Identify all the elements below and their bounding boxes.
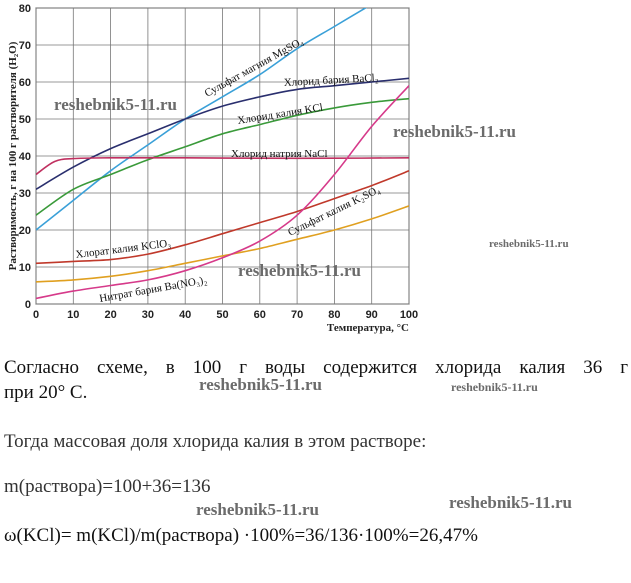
x-tick-label: 30 [141, 309, 155, 321]
label-nacl: Хлорид натрия NaCl [231, 148, 328, 160]
y-tick-label: 10 [18, 262, 31, 274]
paragraph-1-line-1: Согласно схеме, в 100 г воды содержится хлорида калия 36 г [4, 357, 628, 378]
label-kclo3: Хлорат калия KClO₃ [74, 237, 172, 261]
watermark-1: reshebnik5-11.ru [54, 95, 177, 114]
watermark-8: reshebnik5-11.ru [449, 493, 572, 512]
x-tick-label: 60 [253, 309, 266, 321]
paragraph-1-line-2: при 20° С. [4, 382, 88, 403]
label-bacl2: Хлорид бария BaCl₂ [283, 72, 379, 89]
x-tick-label: 0 [32, 309, 40, 321]
paragraph-2: Тогда массовая доля хлорида калия в этом растворе: [4, 431, 427, 452]
label-k2so4: Сульфат калия K₂SO₄ [286, 183, 382, 239]
watermark-2: reshebnik5-11.ru [393, 122, 516, 141]
x-tick-label: 50 [216, 309, 229, 321]
x-tick-label: 40 [179, 309, 192, 321]
x-tick-label: 100 [399, 309, 419, 321]
y-tick-label: 70 [18, 40, 31, 52]
watermark-4: reshebnik5-11.ru [238, 261, 361, 280]
label-kcl: Хлорид калия KCl [236, 101, 324, 127]
watermark-6: reshebnik5-11.ru [451, 380, 538, 394]
x-tick-label: 10 [67, 309, 80, 321]
x-tick-labels [33, 309, 418, 321]
y-tick-label: 50 [18, 114, 31, 126]
y-tick-label: 80 [18, 3, 31, 15]
x-tick-label: 90 [365, 309, 378, 321]
y-tick-label: 40 [18, 151, 31, 163]
y-tick-label: 20 [18, 225, 31, 237]
watermark-3: reshebnik5-11.ru [489, 238, 569, 250]
watermark-5: reshebnik5-11.ru [199, 375, 322, 394]
y-tick-label: 0 [24, 299, 31, 311]
y-axis-label: Растворимость, г на 100 г растворителя (H₂O) [7, 41, 19, 271]
label-mgso4: Сульфат магния MgSO₄ [202, 35, 306, 100]
y-tick-labels [19, 3, 31, 311]
watermark-7: reshebnik5-11.ru [196, 500, 319, 519]
formula-mass-fraction: ω(KCl)= m(KCl)/m(раствора) ·100%=36/136·100%=26,47% [4, 525, 478, 546]
y-tick-label: 60 [18, 77, 31, 89]
label-bano32: Нитрат бария Ba(NO₃)₂ [98, 274, 209, 305]
formula-mass-solution: m(раствора)=100+36=136 [4, 476, 211, 497]
x-tick-label: 20 [104, 309, 117, 321]
x-tick-label: 80 [328, 309, 341, 321]
x-tick-label: 70 [290, 309, 304, 321]
y-tick-label: 30 [18, 188, 31, 200]
x-axis-label: Температура, °С [326, 322, 409, 334]
